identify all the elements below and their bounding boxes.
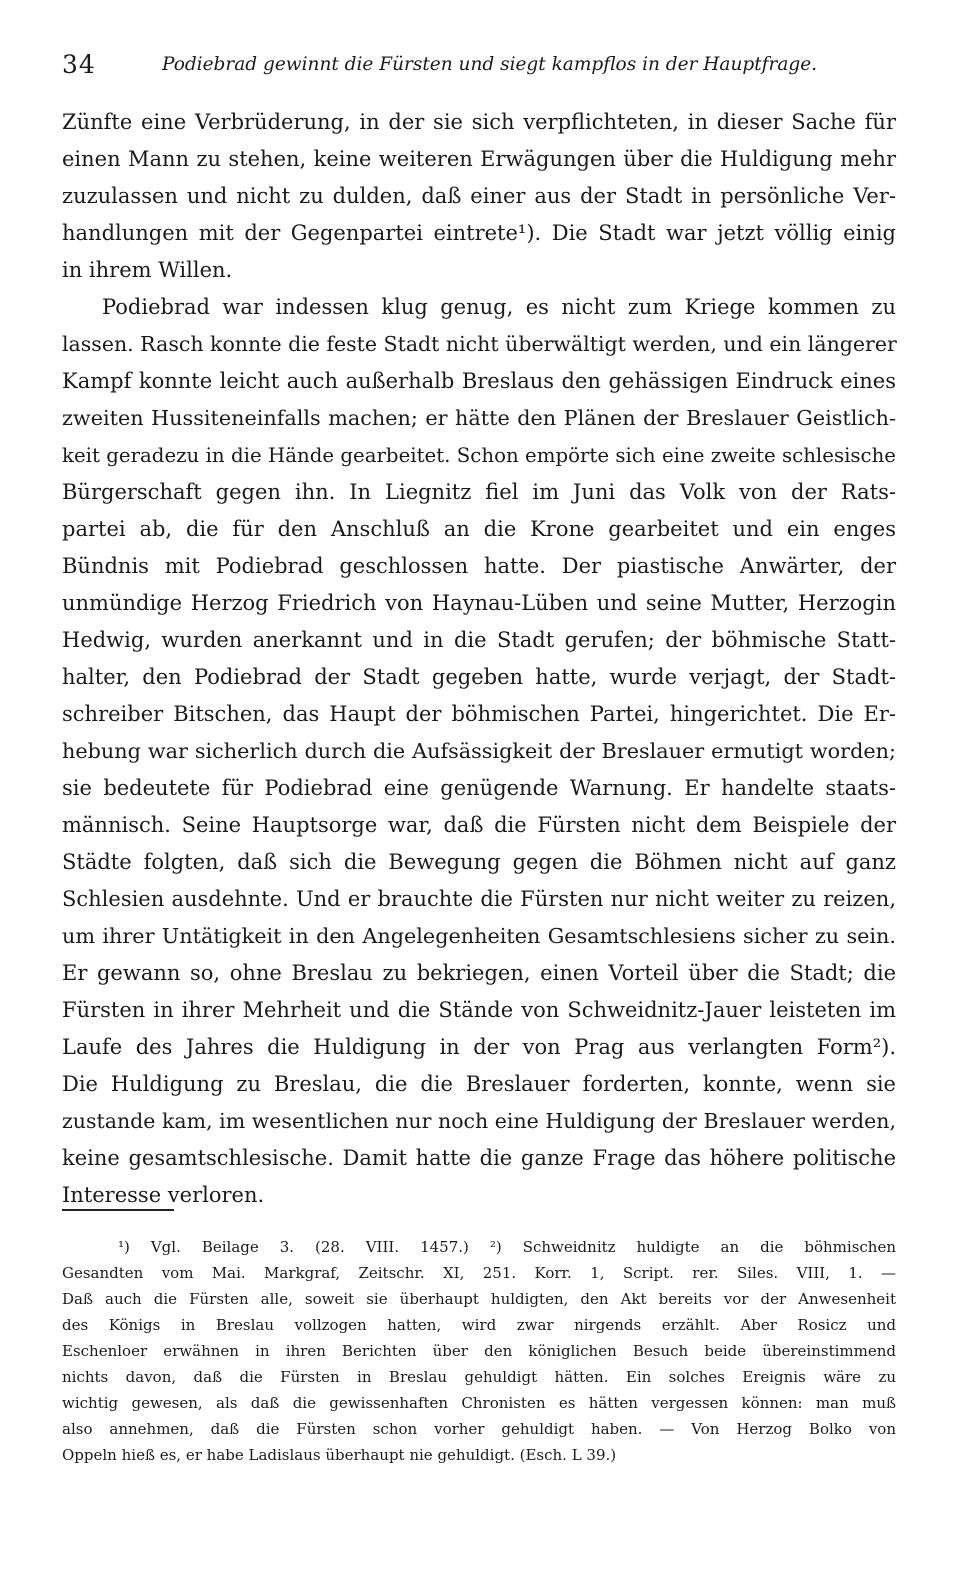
body-line: Schlesien ausdehnte. Und er brauchte die Fürsten nur nicht weiter zu reizen, (62, 887, 896, 911)
body-line: Bürgerschaft gegen ihn. In Liegnitz fiel im Juni das Volk von der Rats- (62, 480, 896, 504)
body-line: um ihrer Untätigkeit in den Angelegenheiten Gesamtschlesiens sicher zu sein. (62, 924, 896, 948)
body-line: Zünfte eine Verbrüderung, in der sie sich verpflichteten, in dieser Sache für (62, 110, 896, 134)
body-line: Er gewann so, ohne Breslau zu bekriegen, einen Vorteil über die Stadt; die (62, 961, 896, 985)
body-line: zuzulassen und nicht zu dulden, daß einer aus der Stadt in persönliche Ver- (62, 184, 896, 208)
body-line: einen Mann zu stehen, keine weiteren Erwägungen über die Huldigung mehr (62, 147, 896, 171)
body-line: Interesse verloren. (62, 1183, 265, 1207)
body-line: keine gesamtschlesische. Damit hatte die ganze Frage das höhere politische (62, 1146, 896, 1170)
body-line: Bündnis mit Podiebrad geschlossen hatte. Der piastische Anwärter, der (62, 554, 896, 578)
body-line: Städte folgten, daß sich die Bewegung gegen die Böhmen nicht auf ganz (62, 850, 896, 874)
footnote-line: also annehmen, daß die Fürsten schon vorher gehuldigt haben. — Von Herzog Bolko von (62, 1420, 896, 1438)
footnote-line: wichtig gewesen, als daß die gewissenhaften Chronisten es hätten vergessen können: man muß (62, 1394, 896, 1412)
footnote-line: nichts davon, daß die Fürsten in Breslau gehuldigt hätten. Ein solches Ereignis wäre zu (62, 1368, 896, 1386)
footnote-line: Daß auch die Fürsten alle, soweit sie überhaupt huldigten, den Akt bereits vor der Anwesenheit (62, 1290, 896, 1308)
page-number: 34 (62, 50, 96, 79)
body-line: Laufe des Jahres die Huldigung in der von Prag aus verlangten Form²). (62, 1035, 896, 1059)
footnote-line: Oppeln hieß es, er habe Ladislaus überhaupt nie gehuldigt. (Esch. L 39.) (62, 1446, 617, 1464)
footnote-line: des Königs in Breslau vollzogen hatten, wird zwar nirgends erzählt. Aber Rosicz und (62, 1316, 896, 1334)
footnote-line: Eschenloer erwähnen in ihren Berichten über den königlichen Besuch beide übereinstimmend (62, 1342, 896, 1360)
page-header (62, 50, 896, 90)
body-line: Podiebrad war indessen klug genug, es nicht zum Kriege kommen zu (102, 295, 896, 319)
footnote-line: Gesandten vom Mai. Markgraf, Zeitschr. XI, 251. Korr. 1, Script. rer. Siles. VIII, 1. — (62, 1264, 896, 1282)
body-line: unmündige Herzog Friedrich von Haynau-Lüben und seine Mutter, Herzogin (62, 591, 896, 615)
running-head: Podiebrad gewinnt die Fürsten und siegt kampflos in der Hauptfrage. (162, 54, 818, 75)
body-line: handlungen mit der Gegenpartei eintrete¹). Die Stadt war jetzt völlig einig (62, 221, 896, 245)
body-line: Hedwig, wurden anerkannt und in die Stadt gerufen; der böhmische Statt- (62, 628, 896, 652)
body-line: halter, den Podiebrad der Stadt gegeben hatte, wurde verjagt, der Stadt- (62, 665, 896, 689)
body-line: männisch. Seine Hauptsorge war, daß die Fürsten nicht dem Beispiele der (62, 813, 896, 837)
footnote-line: ¹) Vgl. Beilage 3. (28. VIII. 1457.) ²) Schweidnitz huldigte an die böhmischen (118, 1238, 896, 1256)
body-line: Fürsten in ihrer Mehrheit und die Stände von Schweidnitz-Jauer leisteten im (62, 998, 896, 1022)
body-line: keit geradezu in die Hände gearbeitet. Schon empörte sich eine zweite schlesische (62, 444, 896, 467)
body-line: in ihrem Willen. (62, 258, 233, 282)
body-line: Die Huldigung zu Breslau, die die Breslauer forderten, konnte, wenn sie (62, 1072, 896, 1096)
body-line: sie bedeutete für Podiebrad eine genügende Warnung. Er handelte staats- (62, 776, 896, 800)
body-line: schreiber Bitschen, das Haupt der böhmischen Partei, hingerichtet. Die Er- (62, 702, 896, 726)
body-line: zustande kam, im wesentlichen nur noch eine Huldigung der Breslauer werden, (62, 1109, 896, 1133)
body-line: zweiten Hussiteneinfalls machen; er hätte den Plänen der Breslauer Geistlich- (62, 406, 896, 430)
body-line: Kampf konnte leicht auch außerhalb Breslaus den gehässigen Eindruck eines (62, 369, 896, 393)
body-line: partei ab, die für den Anschluß an die Krone gearbeitet und ein enges (62, 517, 896, 541)
body-line: hebung war sicherlich durch die Aufsässigkeit der Breslauer ermutigt worden; (62, 739, 896, 763)
body-line: lassen. Rasch konnte die feste Stadt nicht überwältigt werden, und ein längerer (62, 332, 897, 356)
footnote-divider (62, 1209, 174, 1211)
